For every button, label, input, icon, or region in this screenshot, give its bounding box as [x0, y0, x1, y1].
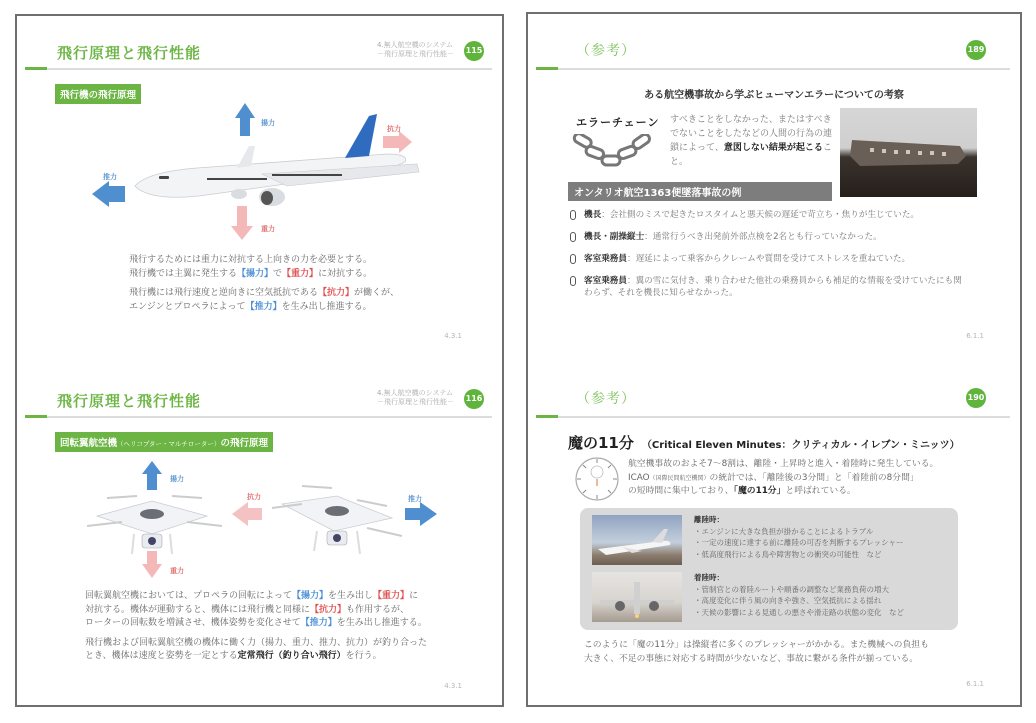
paragraph: 飛行機には飛行速度と逆向きに空気抵抗である【抗力】が働くが、 エンジンとプロペラによって【推力】を生み出し推進する。 [129, 288, 400, 312]
critical-eleven-intro: 航空機事故のおよそ7～8割は、離陸・上昇時と進入・着陸時に発生している。 ICAO（国際民間航空機関）の統計では、「離陸後の3分間」と「着陸前の8分間」 の短時間に集中しており、「魔の11分」と呼ばれている。 [628, 459, 939, 496]
page-number-badge: 190 [966, 388, 986, 408]
chain-icon [572, 134, 664, 170]
header-rule [25, 68, 492, 70]
list-item: 客室乗務員：翼の雪に気付き、乗り合わせた他社の乗務員からも補足的な情報を受けていたにも関わらず、それを機長に知らせなかった。 [568, 275, 988, 299]
plane-wreck-icon [840, 108, 977, 197]
footer-ref: 4.3.1 [444, 332, 462, 340]
chain-link-icon [570, 232, 576, 242]
slide-190 [528, 364, 1020, 704]
footer-ref: 6.1.1 [966, 332, 984, 340]
chain-link-icon [570, 210, 576, 220]
slide-subtitle: 4.無人航空機のシステム －飛行原理と飛行性能－ [377, 389, 454, 406]
risk-panel [580, 508, 958, 630]
header-rule [25, 416, 492, 418]
list-item: ・高度変化に伴う風の向きや強さ、空気抵抗による揺れ [694, 596, 882, 605]
airplane-illustration [87, 98, 427, 248]
drag-label: 抗力 [247, 493, 261, 501]
error-chain-title: エラーチェーン [576, 116, 660, 129]
drag-label: 抗力 [387, 125, 401, 133]
keyword-thrust: 【推力】 [245, 301, 282, 312]
lift-label: 揚力 [170, 475, 184, 483]
takeoff-risks: 離陸時： ・エンジンに大きな負担が掛かることによるトラブル ・一定の速度に達する前に離陸の可否を判断するプレッシャー ・低高度飛行による鳥や障害物との衝突の可能性 など [694, 515, 904, 559]
chain-link-icon [570, 276, 576, 286]
landing-plane-icon [592, 572, 682, 622]
paragraph: 回転翼航空機においては、プロペラの回転によって【揚力】を生み出し【重力】に 対抗する。機体が運動すると、機体には飛行機と同様に【抗力】も作用するが、 ローターの回転数を増減させ、機体姿勢を変化させて【推力】を生み出し推進する。 [85, 591, 427, 628]
page-number-badge: 189 [966, 40, 986, 60]
page-number-badge: 116 [464, 389, 484, 409]
header-rule [536, 68, 1010, 70]
wreckage-photo [840, 108, 977, 197]
slide-title: （参考） [576, 391, 636, 407]
header-rule-accent [536, 67, 558, 70]
paragraph: 飛行するためには重力に対抗する上向きの力を必要とする。 飛行機では主翼に発生する【揚力】で【重力】に対抗する。 [129, 255, 373, 279]
paragraph: 飛行機および回転翼航空機の機体に働く力（揚力、重力、推力、抗力）が釣り合った とき、機体は速度と姿勢を一定とする定常飛行（釣り合い飛行）を行う。 [85, 637, 428, 661]
header-rule-accent [25, 67, 47, 70]
section-heading: ある航空機事故から学ぶヒューマンエラーについての考察 [644, 90, 904, 101]
landing-risks: 着陸時： ・管制官との着陸ルートや順番の調整など業務負荷の増大 ・高度変化に伴う風の向きや強さ、空気抵抗による揺れ ・天候の影響による見通しの悪さや滑走路の状態の変化 など [694, 573, 904, 617]
list-item: 機長：会社側のミスで起きたロスタイムと悪天候の遅延で苛立ち・焦りが生じていた。 [568, 209, 988, 221]
thrust-label: 推力 [408, 495, 422, 503]
gravity-label: 重力 [261, 225, 275, 233]
page-number-badge: 115 [464, 41, 484, 61]
keyword-drag: 【抗力】 [318, 288, 355, 298]
left-page [15, 14, 504, 707]
header-rule-accent [536, 415, 558, 418]
lift-label: 揚力 [261, 119, 275, 127]
takeoff-plane-icon [592, 515, 682, 565]
drone-icon [72, 456, 452, 581]
keyword-gravity: 【重力】 [282, 268, 319, 279]
thrust-label: 推力 [103, 173, 117, 181]
list-item: 客室乗務員：遅延によって乗客からクレームや質問を受けてストレスを重ねていた。 [568, 253, 988, 265]
section-tag: 回転翼航空機（ヘリコプター・マルチローター）の飛行原理 [55, 432, 273, 452]
list-item: ・管制官との着陸ルートや順番の調整など業務負荷の増大 [694, 584, 889, 594]
gravity-label: 重力 [170, 567, 184, 575]
crew-list [568, 209, 988, 309]
slide-body [129, 254, 469, 320]
slide-subtitle: 4.無人航空機のシステム －飛行原理と飛行性能－ [377, 41, 454, 58]
slide-title: 飛行原理と飛行性能 [57, 44, 202, 62]
slide-title: 飛行原理と飛行性能 [57, 392, 202, 410]
header-rule [536, 416, 1010, 418]
slide-title: （参考） [576, 43, 636, 59]
airplane-icon [87, 98, 427, 248]
footer-ref: 4.3.1 [444, 682, 462, 690]
stopwatch-icon [574, 456, 620, 502]
slide-115 [17, 16, 502, 362]
slide-body [85, 590, 485, 670]
footer-ref: 6.1.1 [966, 680, 984, 688]
takeoff-photo [592, 515, 682, 565]
landing-photo [592, 572, 682, 622]
critical-eleven-heading: 魔の11分 （Critical Eleven Minutes：クリティカル・イレブン・ミニッツ） [568, 434, 960, 452]
right-page [526, 12, 1022, 707]
list-item: ・一定の速度に達する前に離陸の可否を判断するプレッシャー [694, 538, 904, 547]
slide-189 [528, 14, 1020, 360]
header-rule-accent [25, 415, 47, 418]
slide-116 [17, 366, 502, 706]
example-bar: オンタリオ航空1363便墜落事故の例 [568, 182, 832, 201]
keyword-lift: 【揚力】 [237, 268, 274, 279]
summary-text: このように「魔の11分」は操縦者に多くのプレッシャーがかかる。また機械への負担も 大きく、不足の事態に対応する時間が少ないなど、事故に繋がる条件が揃っている。 [584, 640, 929, 664]
drones-illustration [72, 456, 452, 581]
error-chain-description: すべきことをしなかった、またはすべきでないことをしたなどの人間の行為の連鎖によって、意図しない結果が起こること。 [670, 115, 833, 167]
section-tag: 飛行機の飛行原理 [55, 84, 141, 104]
list-item: 機長・副操縦士：通常行うべき出発前外部点検を2名とも行っていなかった。 [568, 231, 988, 243]
list-item: ・天候の影響による見通しの悪さや滑走路の状態の変化 など [694, 607, 904, 617]
list-item: ・低高度飛行による鳥や障害物との衝突の可能性 など [694, 549, 882, 559]
chain-link-icon [570, 254, 576, 264]
list-item: ・エンジンに大きな負担が掛かることによるトラブル [694, 526, 874, 536]
